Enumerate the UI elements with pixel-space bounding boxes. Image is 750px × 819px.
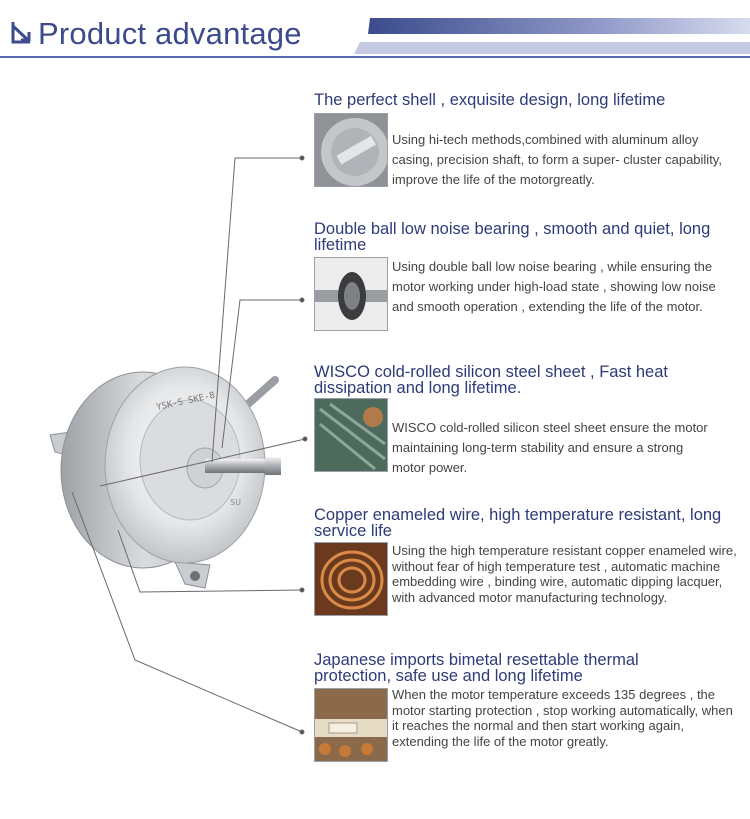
header: [0, 0, 750, 60]
thermal-protector-photo: [314, 688, 388, 762]
svg-text:SU: SU: [230, 498, 241, 507]
feature-shell: [314, 91, 744, 187]
feature-description: When the motor temperature exceeds 135 degrees , the motor starting protection , stop working automatically, when it reaches the normal and then start working again, extending the life of the motor greatly.: [392, 687, 733, 749]
feature-thermal-protection: [314, 651, 744, 749]
motor-illustration: [25, 340, 325, 600]
silicon-steel-photo: [314, 398, 388, 472]
feature-description: Using the high temperature resistant copper enameled wire, without fear of high temperature test , automatic machine embedding wire , binding wire, automatic dipping lacquer, with advanced motor manufacturing technology.: [392, 543, 737, 605]
copper-wire-photo: [314, 542, 388, 616]
title-underline: [0, 56, 360, 58]
feature-description: Using double ball low noise bearing , while ensuring the motor working under high-load state , showing low noise and smooth operation , extending the life of the motor.: [392, 259, 716, 314]
feature-bearing: [314, 220, 744, 314]
header-band: [340, 18, 750, 58]
feature-copper-wire: [314, 506, 744, 605]
ball-bearing-photo: [314, 257, 388, 331]
feature-title: Copper enameled wire, high temperature resistant, long service life: [314, 506, 722, 540]
feature-title: Double ball low noise bearing , smooth and quiet, long lifetime: [314, 220, 711, 254]
feature-title: The perfect shell , exquisite design, long lifetime: [314, 91, 666, 109]
feature-title: WISCO cold-rolled silicon steel sheet , Fast heat dissipation and long lifetime.: [314, 363, 668, 397]
feature-description: WISCO cold-rolled silicon steel sheet ensure the motor maintaining long-term stability and ensure a strong motor power.: [392, 420, 708, 475]
feature-title: Japanese imports bimetal resettable thermal protection, safe use and long lifetime: [314, 651, 639, 685]
aluminum-shell-photo: [314, 113, 388, 187]
arrow-down-right-icon: [8, 18, 34, 48]
feature-silicon-steel: [314, 363, 744, 475]
page-title: Product advantage: [38, 16, 302, 51]
casing-marking: YSK-S SKE-8: [155, 390, 216, 413]
feature-description: Using hi-tech methods,combined with aluminum alloy casing, precision shaft, to form a super- cluster capability, improve the life of the motorgreatly.: [392, 132, 722, 187]
